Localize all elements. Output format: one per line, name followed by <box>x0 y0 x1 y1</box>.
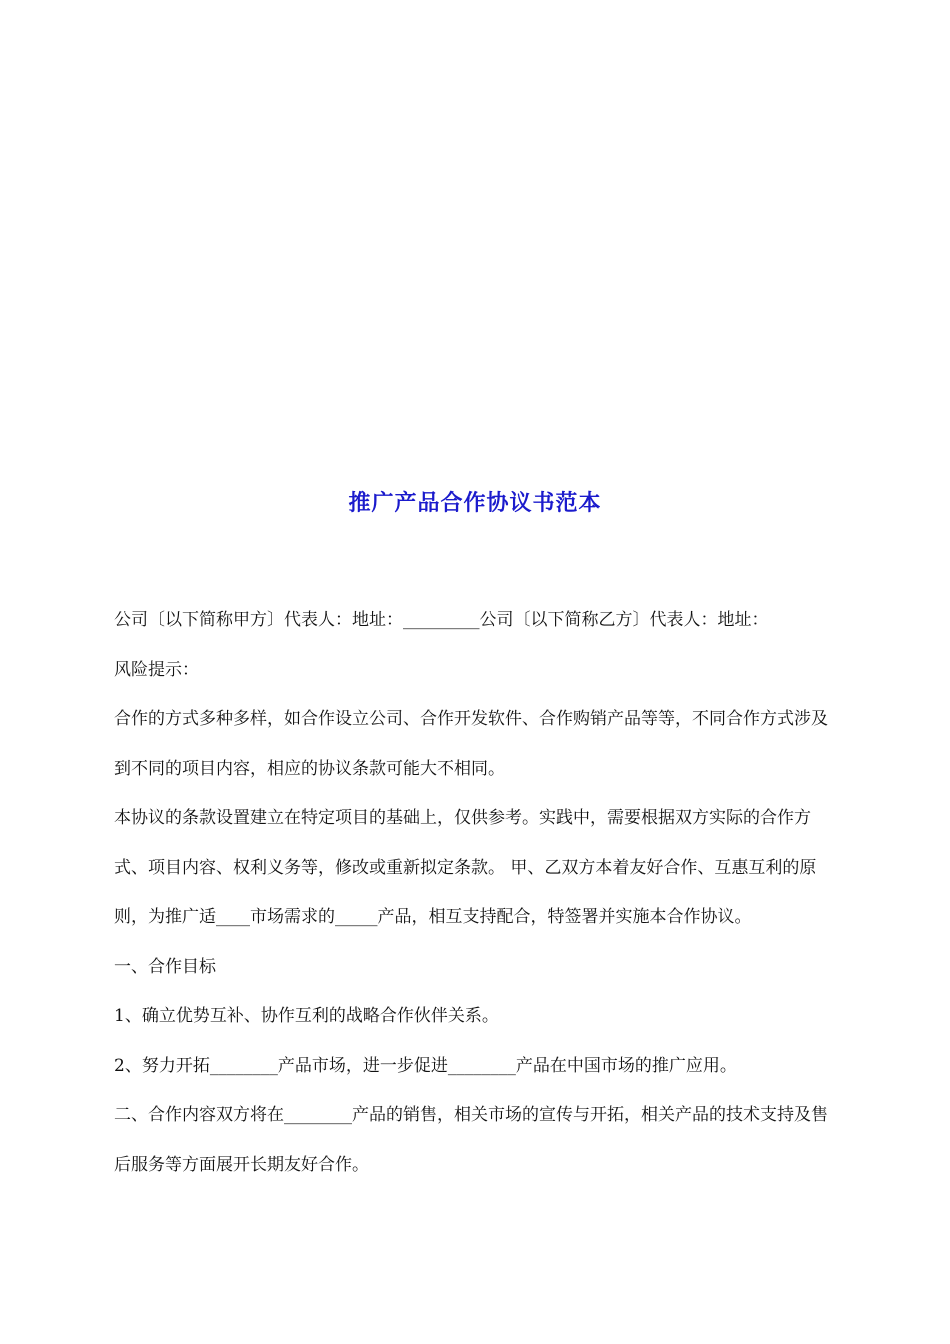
goal-item-2: 2、努力开拓________产品市场，进一步促进________产品在中国市场的推广应用。 <box>114 1055 737 1076</box>
paragraph-risk-heading: 风险提示： <box>114 659 199 680</box>
paragraph-reference-note: 本协议的条款设置建立在特定项目的基础上，仅供参考。实践中，需要根据双方实际的合作方式、项目内容、权利义务等，修改或重新拟定条款。 甲、乙双方本着友好合作、互惠互利的原则，为推广适____市场需求的_____产品，相互支持配合，特签署并实施本合作协议。 <box>114 808 817 927</box>
section-cooperation-content: 二、合作内容双方将在________产品的销售，相关市场的宣传与开拓，相关产品的技术支持及售后服务等方面展开长期友好合作。 <box>114 1105 828 1175</box>
goal-item-1: 1、确立优势互补、协作互利的战略合作伙伴关系。 <box>114 1006 499 1026</box>
paragraph-risk-cooperation-modes: 合作的方式多种多样，如合作设立公司、合作开发软件、合作购销产品等等，不同合作方式涉及到不同的项目内容，相应的协议条款可能大不相同。 <box>114 709 828 779</box>
paragraph-parties: 公司〔以下简称甲方〕代表人：地址：_________公司〔以下简称乙方〕代表人：地址： <box>114 610 769 630</box>
document-body <box>114 596 840 1190</box>
section-heading-goals: 一、合作目标 <box>114 956 216 977</box>
document-title: 推广产品合作协议书范本 <box>348 490 602 516</box>
